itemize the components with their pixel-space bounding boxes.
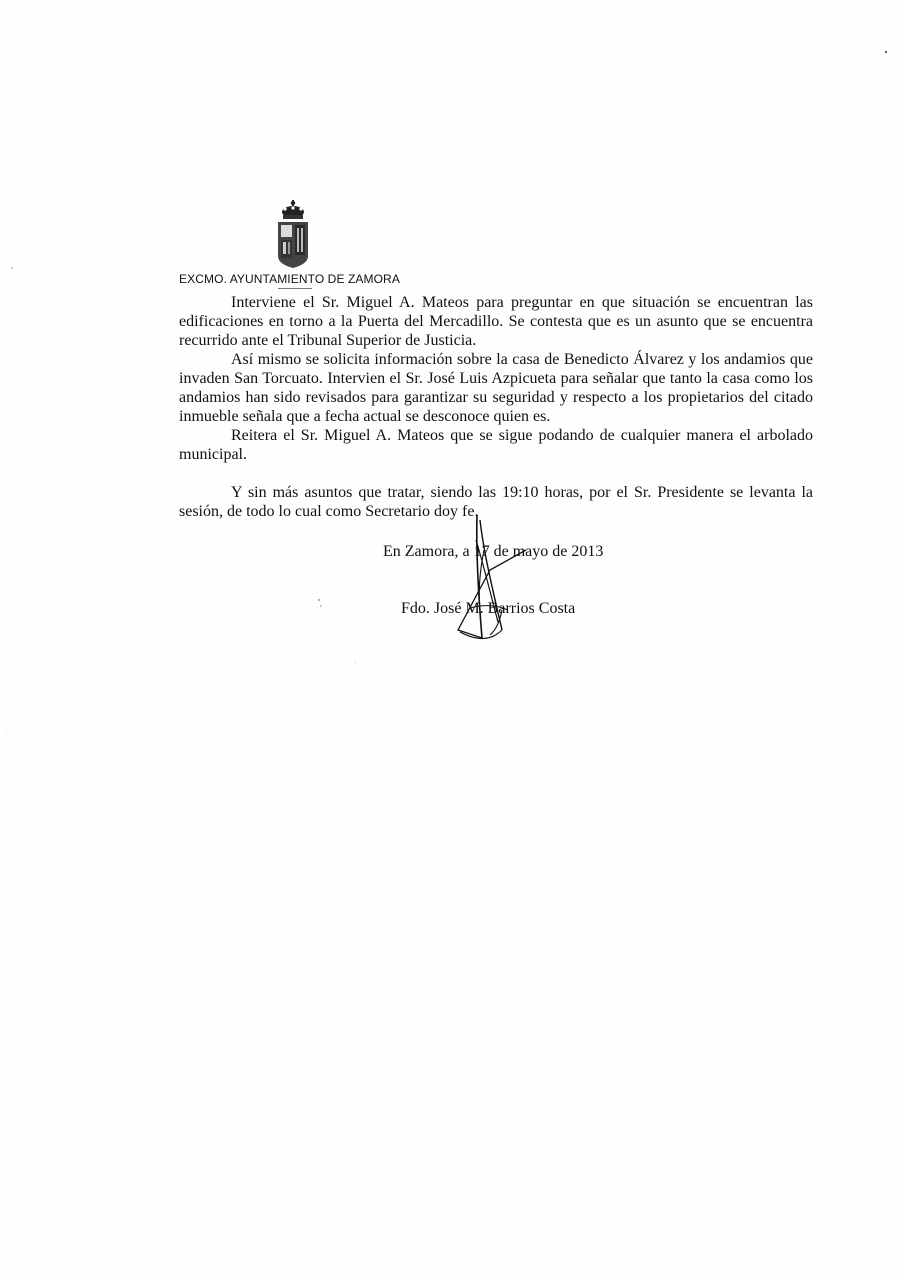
institution-name: EXCMO. AYUNTAMIENTO DE ZAMORA <box>179 272 400 286</box>
paragraph-closing: Y sin más asuntos que tratar, siendo las 19:10 horas, por el Sr. Presidente se levanta la sesión, de todo lo cual como Secretario doy fe. <box>179 484 813 520</box>
paragraph-mercadillo: Interviene el Sr. Miguel A. Mateos para preguntar en que situación se encuentran las edificaciones en torno a la Puerta del Mercadillo. Se contesta que es un asunto que se encuentra recurrido ante el Tribunal Superior de Justicia. <box>179 294 813 349</box>
paragraph-benedicto-alvarez: Así mismo se solicita información sobre la casa de Benedicto Álvarez y los andamios que invaden San Torcuato. Intervien el Sr. José Luis Azpicueta para señalar que tanto la casa como los andamios han sido revisados para garantizar su seguridad y respecto a los propietarios del citado inmueble señala que a fecha actual se desconoce quien es. <box>179 351 813 425</box>
place-date: En Zamora, a 17 de mayo de 2013 <box>383 543 604 560</box>
minutes-body <box>179 293 813 521</box>
coat-of-arms-icon <box>272 198 314 270</box>
handwritten-signature-icon <box>440 510 540 650</box>
institution-underline <box>278 288 312 289</box>
signatory: Fdo. José M. Barrios Costa <box>401 600 576 617</box>
paragraph-arbolado: Reitera el Sr. Miguel A. Mateos que se sigue podando de cualquier manera el arbolado municipal. <box>179 427 813 463</box>
